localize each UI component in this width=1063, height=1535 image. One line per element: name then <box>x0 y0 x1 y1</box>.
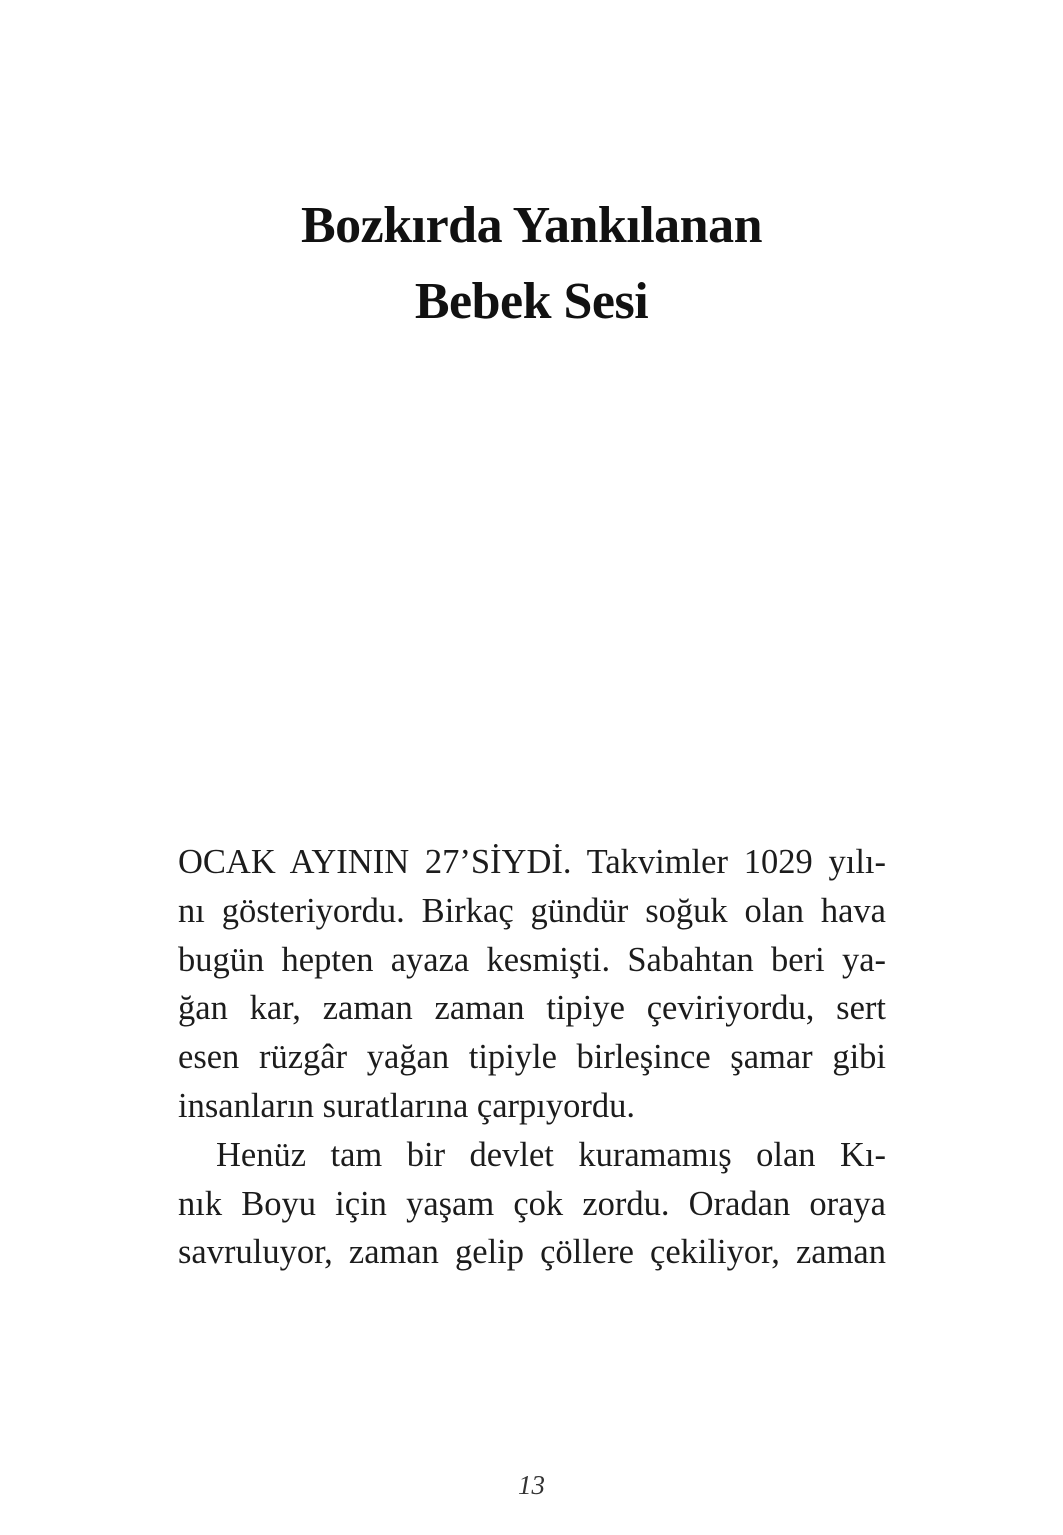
text-line: savruluyor, zaman gelip çöllere çekiliyor, zaman <box>178 1233 886 1272</box>
text-line: nık Boyu için yaşam çok zordu. Oradan oraya <box>178 1184 886 1223</box>
chapter-title-line-1: Bozkırda Yankılanan <box>300 197 763 254</box>
text-line: OCAK AYININ 27’SİYDİ. Takvimler 1029 yılı- <box>178 843 886 881</box>
text-line: insanların suratlarına çarpıyordu. <box>178 1086 635 1125</box>
paragraph-1 <box>178 838 886 1131</box>
text-line: bugün hepten ayaza kesmişti. Sabahtan beri ya- <box>178 940 886 979</box>
text-line: esen rüzgâr yağan tipiyle birleşince şamar gibi <box>178 1038 886 1077</box>
paragraph-2 <box>178 1131 886 1277</box>
text-line: nı gösteriyordu. Birkaç gündür soğuk olan hava <box>178 891 886 930</box>
body-text <box>178 838 886 1277</box>
text-line: Henüz tam bir devlet kuramamış olan Kı- <box>216 1135 886 1174</box>
text-line: ğan kar, zaman zaman tipiye çeviriyordu, sert <box>178 989 886 1028</box>
chapter-title <box>0 188 1063 340</box>
page-number: 13 <box>518 1470 545 1500</box>
chapter-title-line-2: Bebek Sesi <box>414 273 649 330</box>
